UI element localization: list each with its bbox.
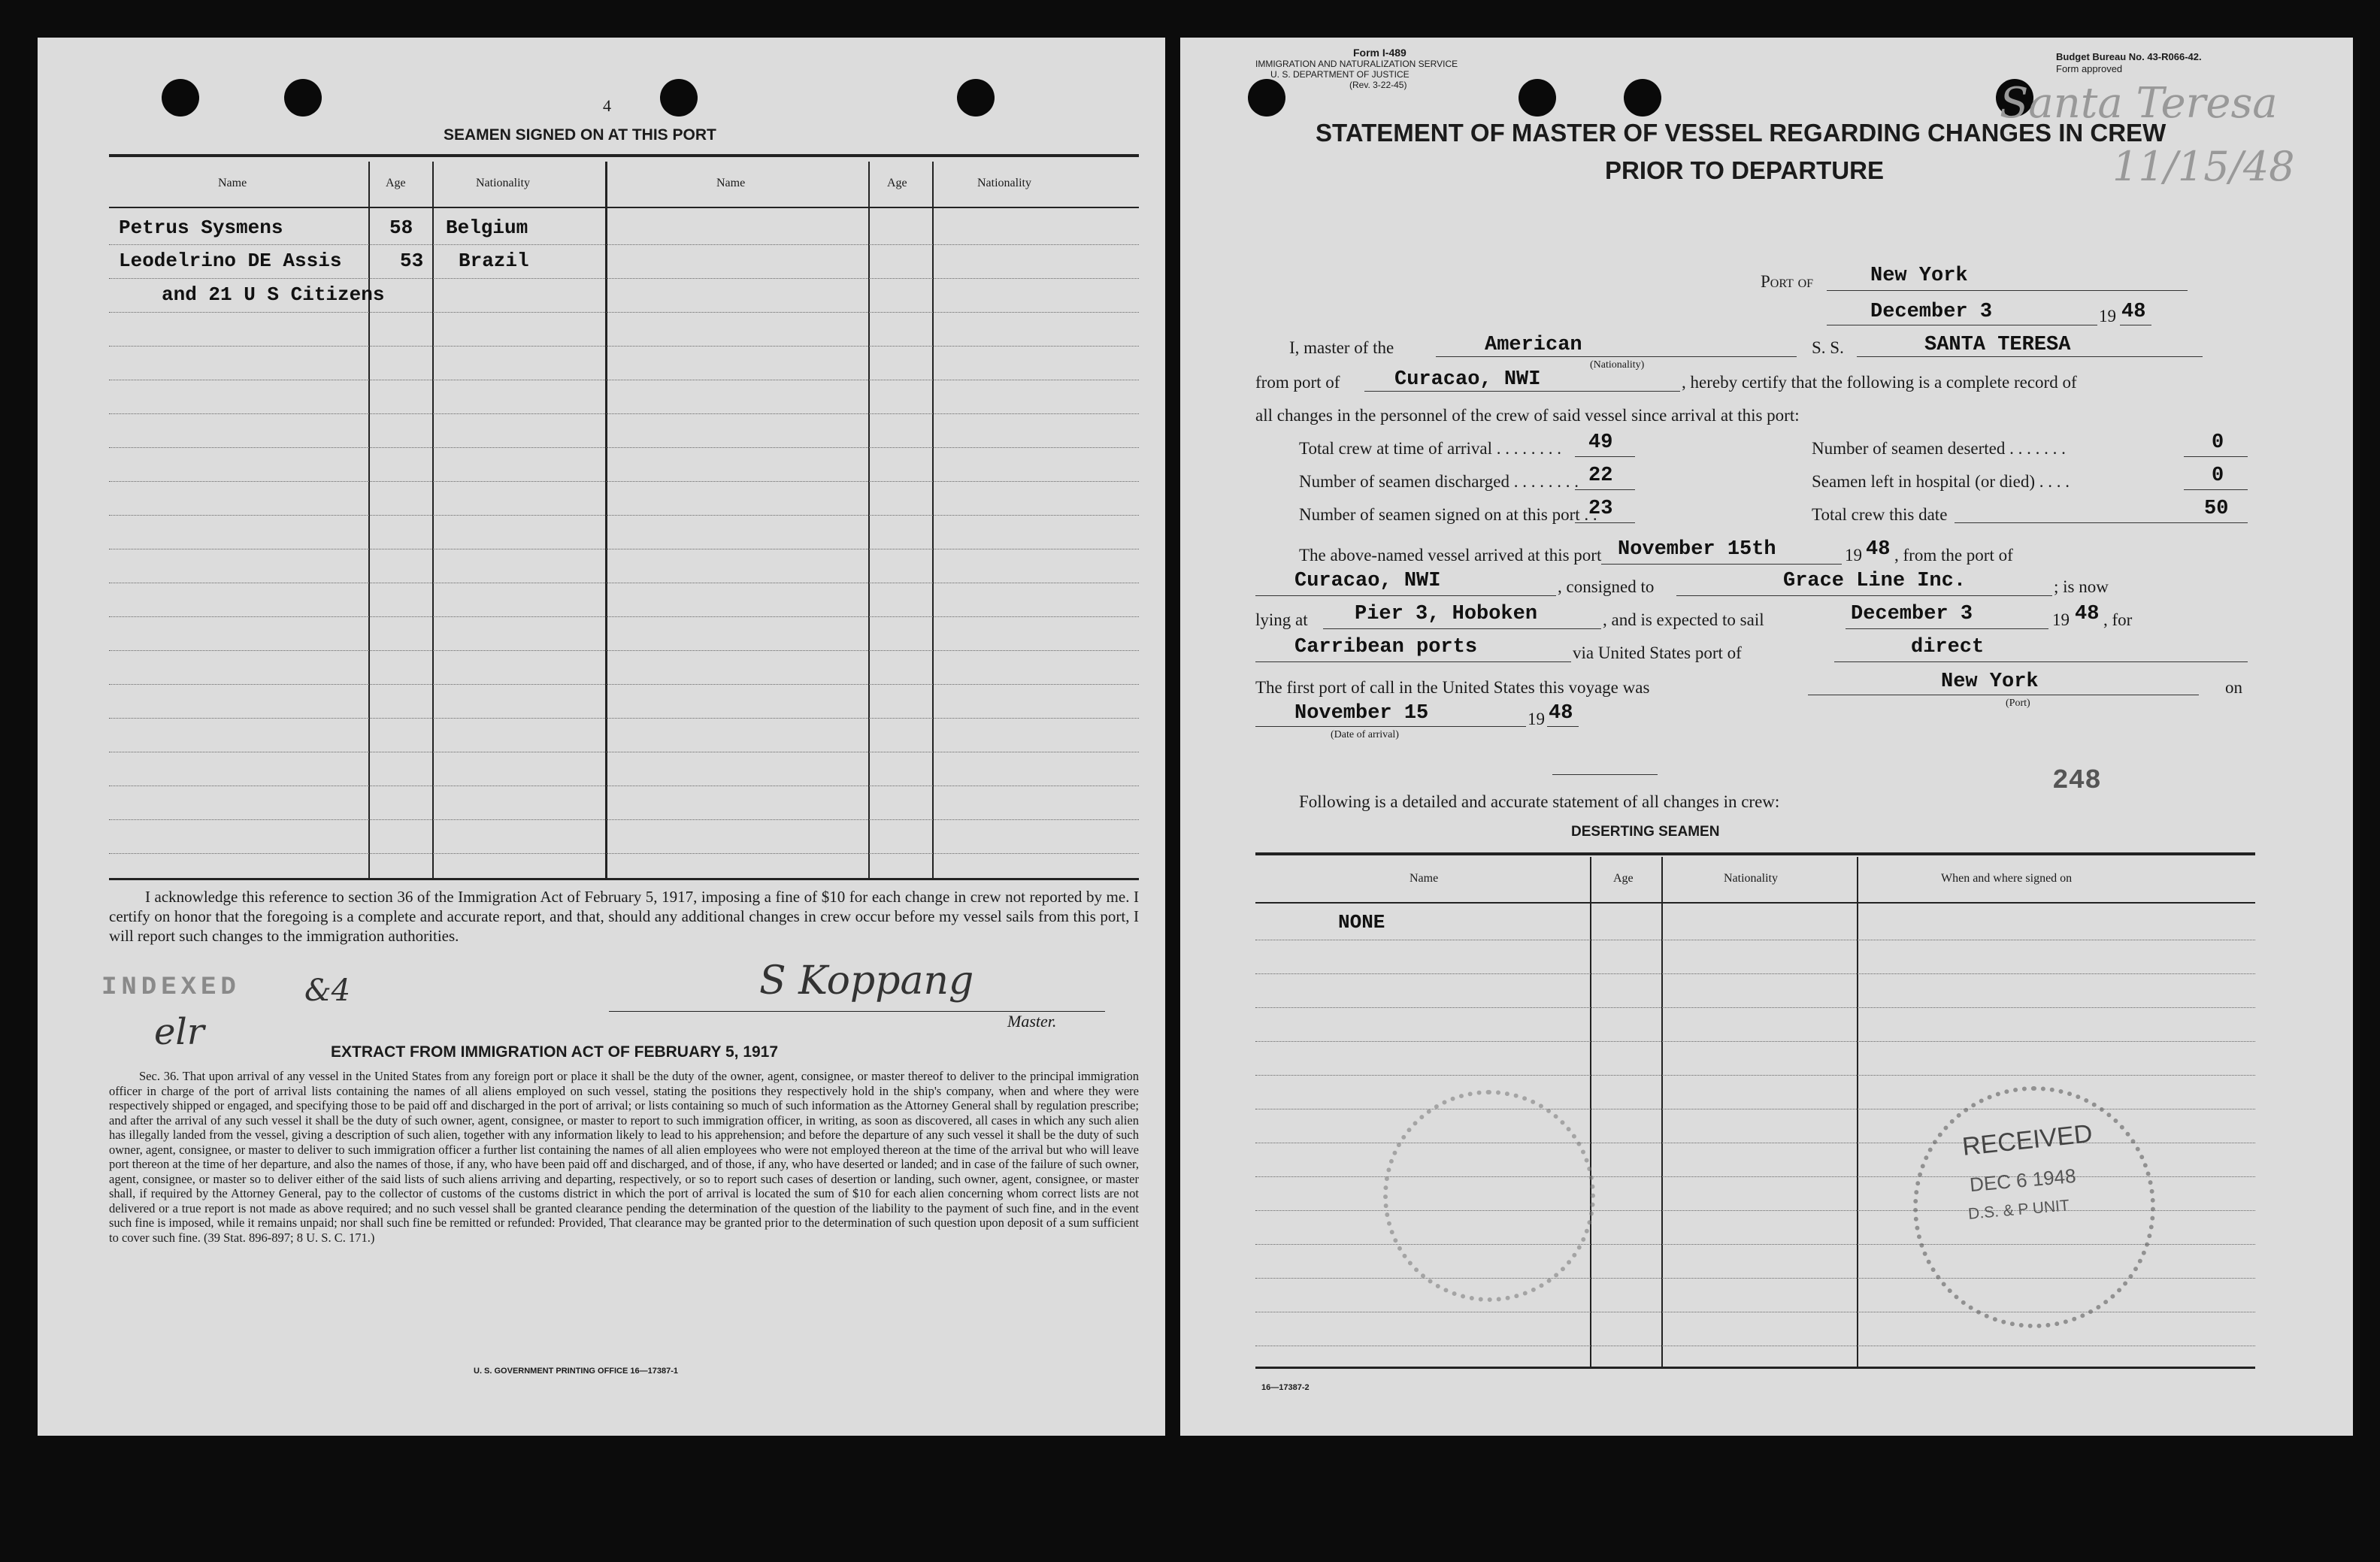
date-caption: (Date of arrival)	[1331, 729, 1399, 740]
form-title-line2: PRIOR TO DEPARTURE	[1605, 156, 1884, 184]
crew-name: Petrus Sysmens	[119, 216, 283, 239]
crew-name: Leodelrino DE Assis	[119, 250, 342, 272]
department: U. S. DEPARTMENT OF JUSTICE	[1270, 69, 1410, 80]
arrived-year: 48	[1866, 538, 1891, 561]
hospital-value: 0	[2212, 465, 2224, 487]
destination: Carribean ports	[1294, 636, 1478, 658]
received-stamp-date: DEC 6 1948	[1968, 1164, 2077, 1197]
handwritten-date: 11/15/48	[2112, 143, 2295, 190]
initials: elr	[154, 1011, 204, 1053]
statement-date: December 3	[1870, 301, 1993, 323]
revision: (Rev. 3-22-45)	[1349, 80, 1407, 90]
via-text: via United States port of	[1573, 643, 1742, 662]
port-of-label: Port of	[1761, 272, 1814, 291]
sail-date: December 3	[1851, 603, 1973, 625]
lying-at-value: Pier 3, Hoboken	[1355, 603, 1538, 625]
signed-on-value: 23	[1588, 498, 1613, 520]
master-of-label: I, master of the	[1289, 338, 1394, 357]
extract-text: Sec. 36. That upon arrival of any vessel in the United States from any foreign port or place it shall be the duty of the owner, agent, consignee, or master thereof to deliver to the principal immigration officer in charge of the port of arrival lists containing the names of all aliens employed on such vessel, stating the positions they respectively hold in the ship's company, when and where they were respectively shipped or engaged, and specifying those to be paid off and discharged in the port of arrival; or lists containing so much of such information as the Attorney General shall by regulation prescribe; and after the arrival of any such vessel it shall be the duty of such owner, agent, consignee, or master to report to such immigration officer, in writing, as soon as discovered, all cases in which any such alien has illegally landed from the vessel, giving a description of such alien, together with any information likely to lead to his apprehension; and before the departure of any such vessel it shall be the duty of such owner, agent, consignee, or master to deliver to such immigration officer a further list containing the names of all alien employees who were not employed thereon at the time of the arrival but who will leave port thereon at the time of her departure, and also the names of those, if any, who have been paid off and discharged, and of those, if any, who have deserted or landed; and in case of the failure of such owner, agent, consignee, or master so to deliver either of the said lists of such aliens arriving and departing, respectively, or so to report such cases of desertion or landing, such owner, agent, consignee, or master shall, if required by the Attorney General, pay to the collector of customs of the customs district in which the port of arrival is located the sum of $10 for each alien concerning whom correct lists are not delivered or a true report is not made as above required; and no such vessel shall be granted clearance pending the determination of the question of the liability to the payment of such fine, and in the event such fine is imposed, while it remains unpaid; nor shall such fine be remitted or refunded: Provided, That clearance may be granted prior to the determination of such question upon deposit of a sum sufficient to cover such fine. (39 Stat. 896-897; 8 U. S. C. 171.)	[109, 1069, 1139, 1245]
deserting-col-nationality: Nationality	[1724, 872, 1778, 885]
right-page	[1180, 38, 2353, 1436]
indexed-stamp: INDEXED	[101, 973, 241, 1002]
punch-hole	[957, 79, 995, 117]
handwritten-ship: Santa Teresa	[2000, 79, 2278, 128]
discharged-label: Number of seamen discharged . . . . . . . .	[1299, 472, 1579, 491]
total-arrival-label: Total crew at time of arrival . . . . . . . .	[1299, 439, 1562, 458]
form-code: 16—17387-2	[1261, 1383, 1310, 1392]
punch-hole	[1248, 79, 1285, 117]
year-prefix: 19	[2099, 307, 2116, 325]
handwritten-mark: &4	[304, 973, 351, 1008]
from-port-label: from port of	[1255, 373, 1340, 392]
following-text: Following is a detailed and accurate statement of all changes in crew:	[1299, 792, 1780, 811]
ship-name: SANTA TERESA	[1924, 334, 2071, 356]
via-port: direct	[1911, 636, 1985, 658]
arrived-from: Curacao, NWI	[1294, 570, 1441, 592]
deserted-label: Number of seamen deserted . . . . . . .	[1812, 439, 2066, 458]
total-arrival-value: 49	[1588, 431, 1613, 454]
left-page	[38, 38, 1165, 1436]
printer-line: U. S. GOVERNMENT PRINTING OFFICE 16—17387-1	[474, 1367, 679, 1376]
arrival-year: 48	[1549, 702, 1573, 725]
deserting-title: DESERTING SEAMEN	[1571, 824, 1720, 840]
for-text: , for	[2103, 610, 2133, 629]
punch-hole	[162, 79, 199, 117]
sail-year: 48	[2075, 603, 2100, 625]
faded-stamp	[1383, 1090, 1595, 1302]
changes-text: all changes in the personnel of the crew of said vessel since arrival at this port:	[1255, 406, 1800, 425]
page-number: 4	[603, 96, 611, 115]
expected-text: , and is expected to sail	[1603, 610, 1764, 629]
arrived-text: The above-named vessel arrived at this port	[1299, 546, 1602, 565]
master-signature: S Koppang	[759, 958, 974, 1003]
consignee: Grace Line Inc.	[1783, 570, 1967, 592]
crew-age: 58	[389, 216, 413, 239]
agency: IMMIGRATION AND NATURALIZATION SERVICE	[1255, 59, 1458, 69]
arrival-date: November 15	[1294, 702, 1429, 725]
consigned-text: , consigned to	[1558, 577, 1655, 596]
extract-title: EXTRACT FROM IMMIGRATION ACT OF FEBRUARY 5, 1917	[331, 1043, 779, 1061]
punch-hole	[284, 79, 322, 117]
col-header-name-2: Name	[716, 177, 746, 189]
certify-text: , hereby certify that the following is a complete record of	[1682, 373, 2077, 392]
port-of-value: New York	[1870, 265, 1968, 287]
first-port: New York	[1941, 671, 2039, 693]
total-date-value: 50	[2204, 498, 2229, 520]
deserting-row-name: NONE	[1338, 911, 1385, 934]
arrival-year-prefix: 19	[1528, 710, 1545, 728]
form-title-line1: STATEMENT OF MASTER OF VESSEL REGARDING CHANGES IN CREW	[1316, 119, 2167, 147]
received-stamp-unit: D.S. & P UNIT	[1967, 1197, 2070, 1223]
nationality-value: American	[1485, 334, 1582, 356]
ss-label: S. S.	[1812, 338, 1844, 357]
punch-hole	[1624, 79, 1661, 117]
sail-year-prefix: 19	[2052, 610, 2070, 629]
statement-year: 48	[2121, 301, 2146, 323]
hospital-label: Seamen left in hospital (or died) . . . .	[1812, 472, 2070, 491]
deserting-col-signed-on: When and where signed on	[1941, 872, 2073, 885]
deserting-col-name: Name	[1410, 872, 1439, 885]
on-text: on	[2225, 678, 2242, 697]
from-port-of-text: , from the port of	[1894, 546, 2013, 565]
signed-on-label: Number of seamen signed on at this port . .	[1299, 505, 1597, 524]
col-header-age: Age	[386, 177, 406, 189]
crew-nationality: Brazil	[459, 250, 529, 272]
punch-hole	[660, 79, 698, 117]
form-approved: Form approved	[2056, 63, 2123, 74]
arrived-date: November 15th	[1618, 538, 1776, 561]
col-header-nationality-2: Nationality	[977, 177, 1031, 189]
lying-at-text: lying at	[1255, 610, 1308, 629]
deserted-value: 0	[2212, 431, 2224, 454]
budget-number: Budget Bureau No. 43-R066-42.	[2056, 51, 2202, 62]
total-date-label: Total crew this date	[1812, 505, 1948, 524]
col-header-nationality: Nationality	[476, 177, 530, 189]
col-header-age-2: Age	[887, 177, 907, 189]
discharged-value: 22	[1588, 465, 1613, 487]
is-now-text: ; is now	[2054, 577, 2109, 596]
first-port-text: The first port of call in the United States this voyage was	[1255, 678, 1650, 697]
port-caption: (Port)	[2006, 698, 2030, 709]
stamp-number: 248	[2052, 765, 2101, 796]
deserting-col-age: Age	[1613, 872, 1634, 885]
nationality-caption: (Nationality)	[1590, 359, 1645, 371]
form-number: Form I-489	[1353, 47, 1407, 59]
arrived-year-prefix: 19	[1845, 546, 1862, 565]
acknowledgement-text: I acknowledge this reference to section 36 of the Immigration Act of February 5, 1917, imposing a fine of $10 for each change in crew not reported by me. I certify on honor that the foregoing is a complete and accurate report, and that, should any additional changes in crew occur before my vessel sails from this port, I will report such changes to the immigration authorities.	[109, 888, 1139, 945]
crew-note: and 21 U S Citizens	[162, 283, 385, 306]
from-port-value: Curacao, NWI	[1394, 368, 1541, 391]
crew-nationality: Belgium	[446, 216, 528, 239]
col-header-name: Name	[218, 177, 247, 189]
crew-age: 53	[400, 250, 424, 272]
section-title: SEAMEN SIGNED ON AT THIS PORT	[444, 126, 716, 144]
received-stamp-label: RECEIVED	[1961, 1119, 2094, 1161]
master-label: Master.	[1007, 1012, 1057, 1031]
punch-hole	[1519, 79, 1556, 117]
